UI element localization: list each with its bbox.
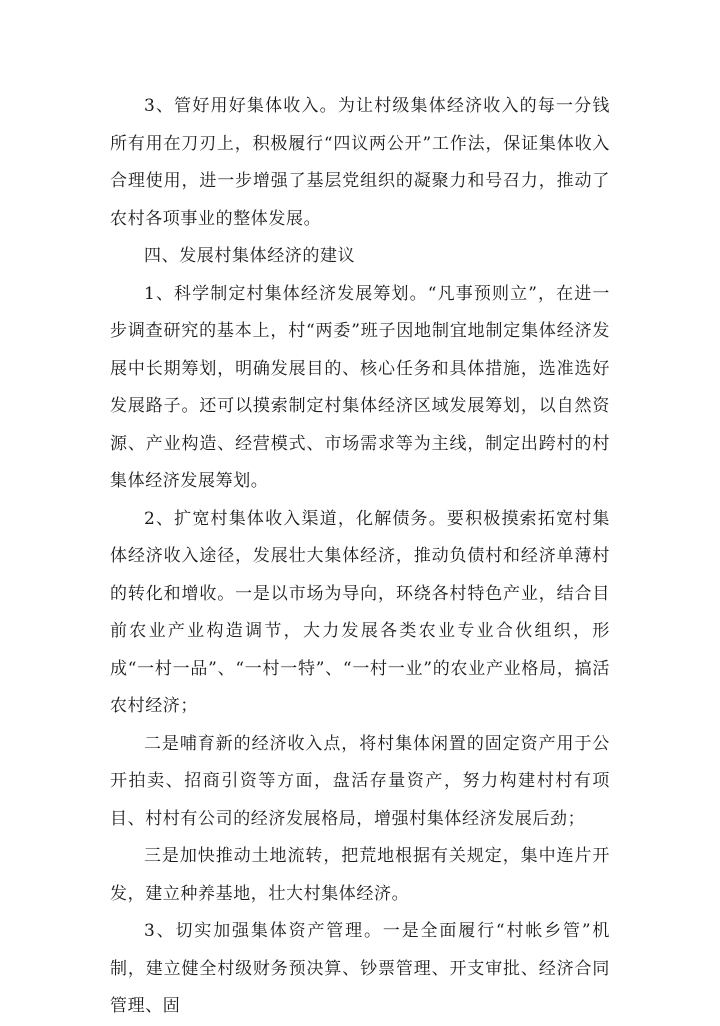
- paragraph-land-transfer: 三是加快推动土地流转，把荒地根据有关规定，集中连片开发，建立种养基地，壮大村集体经济。: [110, 846, 610, 904]
- section-heading-suggestions: 四、发展村集体经济的建议: [144, 246, 356, 266]
- paragraph-manage-income: 3、管好用好集体收入。为让村级集体经济收入的每一分钱所有用在刀刃上，积极履行“四议两公开”工作法，保证集体收入合理使用，进一步增强了基层党组织的凝聚力和号召力，推动了农村各项事业的整体发展。: [110, 96, 610, 229]
- paragraph-income-channels: 2、扩宽村集体收入渠道，化解债务。要积极摸索拓宽村集体经济收入途径，发展壮大集体经济，推动负债村和经济单薄村的转化和增收。一是以市场为导向，环绕各村特色产业，结合目前农业产业构造调节，大力发展各类农业专业合伙组织，形成“一村一品”、“一村一特”、“一村一业”的农业产业格局，搞活农村经济；: [110, 508, 610, 716]
- document-body: [110, 88, 610, 1026]
- paragraph-new-income-points: 二是哺育新的经济收入点，将村集体闲置的固定资产用于公开拍卖、招商引资等方面，盘活存量资产，努力构建村村有项目、村村有公司的经济发展格局，增强村集体经济发展后劲；: [110, 733, 610, 829]
- paragraph-asset-management: 3、切实加强集体资产管理。一是全面履行“村帐乡管”机制，建立健全村级财务预决算、钞票管理、开支审批、经济合同管理、固: [110, 921, 610, 1016]
- paragraph-planning: 1、科学制定村集体经济发展筹划。“凡事预则立”，在进一步调查研究的基本上，村“两委”班子因地制宜地制定集体经济发展中长期筹划，明确发展目的、核心任务和具体措施，选准选好发展路子。还可以摸索制定村集体经济区域发展筹划，以自然资源、产业构造、经营模式、市场需求等为主线，制定出跨村的村集体经济发展筹划。: [110, 283, 610, 491]
